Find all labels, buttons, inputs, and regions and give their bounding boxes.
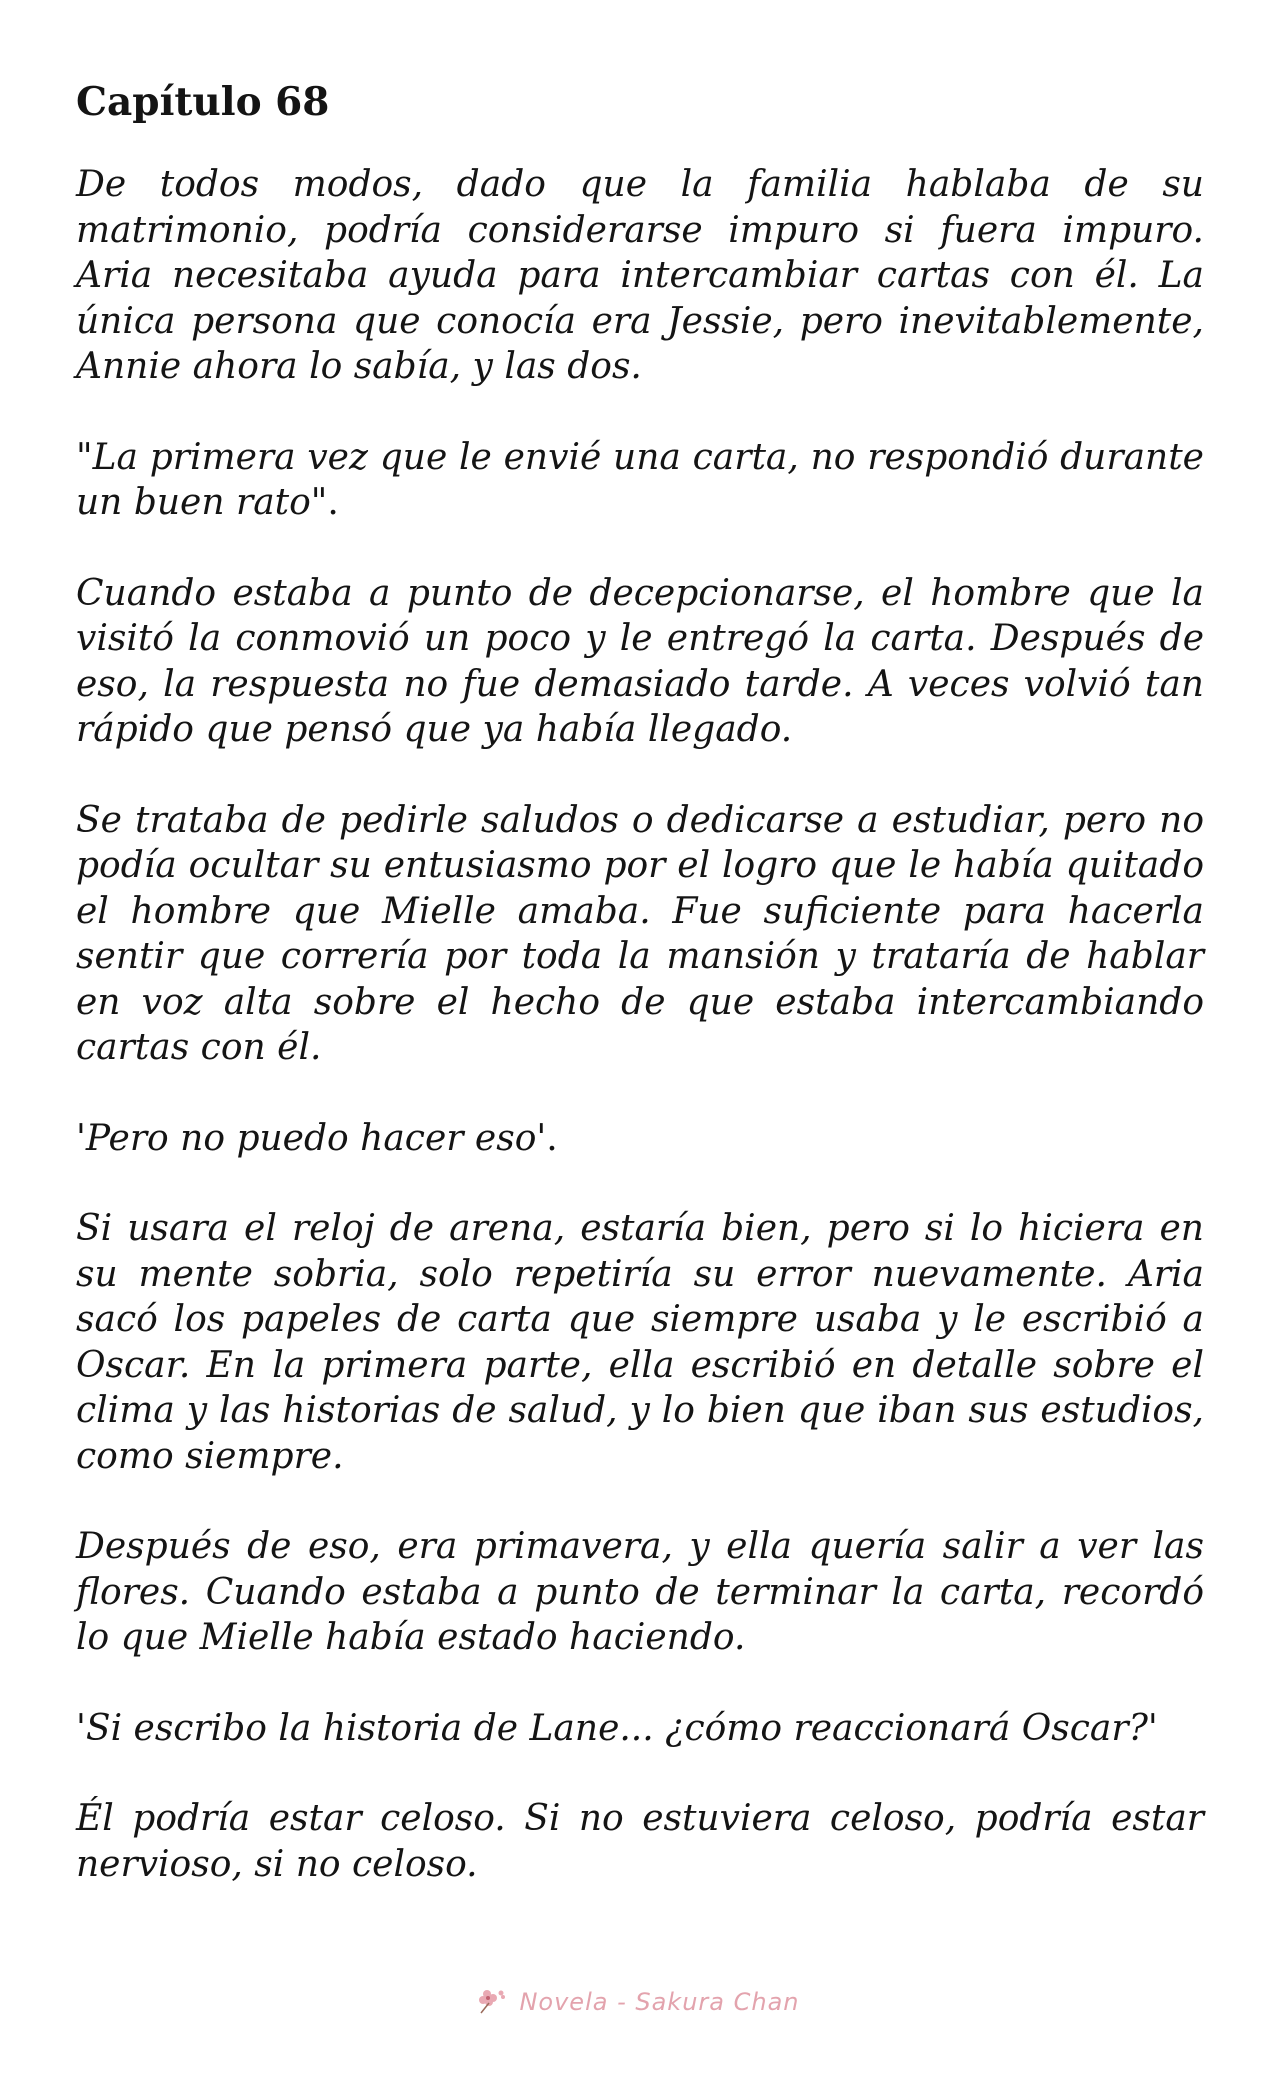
paragraph: 'Si escribo la historia de Lane... ¿cómo reaccionará Oscar?'	[76, 1707, 1158, 1749]
paragraph: Después de eso, era primavera, y ella quería salir a ver las flores. Cuando estaba a punto de terminar la carta, recordó lo que Mielle había estado haciendo.	[76, 1526, 1204, 1658]
chapter-title: Capítulo 68	[76, 79, 330, 125]
paragraph: Si usara el reloj de arena, estaría bien, pero si lo hiciera en su mente sobria, solo repetiría su error nuevamente. Aria sacó los papeles de carta que siempre usaba y le escribió a Oscar. En la primera parte, ella escribió en detalle sobre el clima y las historias de salud, y lo bien que iban sus estudios, como siempre.	[76, 1208, 1204, 1477]
paragraph: Se trataba de pedirle saludos o dedicarse a estudiar, pero no podía ocultar su entusiasmo por el logro que le había quitado el hombre que Mielle amaba. Fue suficiente para hacerla sentir que correría por toda la mansión y trataría de hablar en voz alta sobre el hecho de que estaba intercambiando cartas con él.	[76, 799, 1204, 1068]
paragraph: "La primera vez que le envié una carta, no respondió durante un buen rato".	[76, 436, 1204, 523]
chapter-page	[76, 72, 1204, 1932]
cherry-blossom-icon	[475, 1985, 509, 2019]
paragraph: 'Pero no puedo hacer eso'.	[76, 1117, 558, 1159]
watermark-text: Novela - Sakura Chan	[519, 1988, 800, 2016]
paragraph: Cuando estaba a punto de decepcionarse, el hombre que la visitó la conmovió un poco y le entregó la carta. Después de eso, la respuesta no fue demasiado tarde. A veces volvió tan rápido que pensó que ya había llegado.	[76, 572, 1204, 750]
paragraph: De todos modos, dado que la familia hablaba de su matrimonio, podría considerarse impuro si fuera impuro. Aria necesitaba ayuda para intercambiar cartas con él. La única persona que conocía era Jessie, pero inevitablemente, Annie ahora lo sabía, y las dos.	[76, 164, 1204, 387]
paragraph: Él podría estar celoso. Si no estuviera celoso, podría estar nervioso, si no celoso.	[76, 1798, 1204, 1885]
watermark	[475, 1985, 799, 2019]
watermark-footer	[0, 1985, 1275, 2023]
